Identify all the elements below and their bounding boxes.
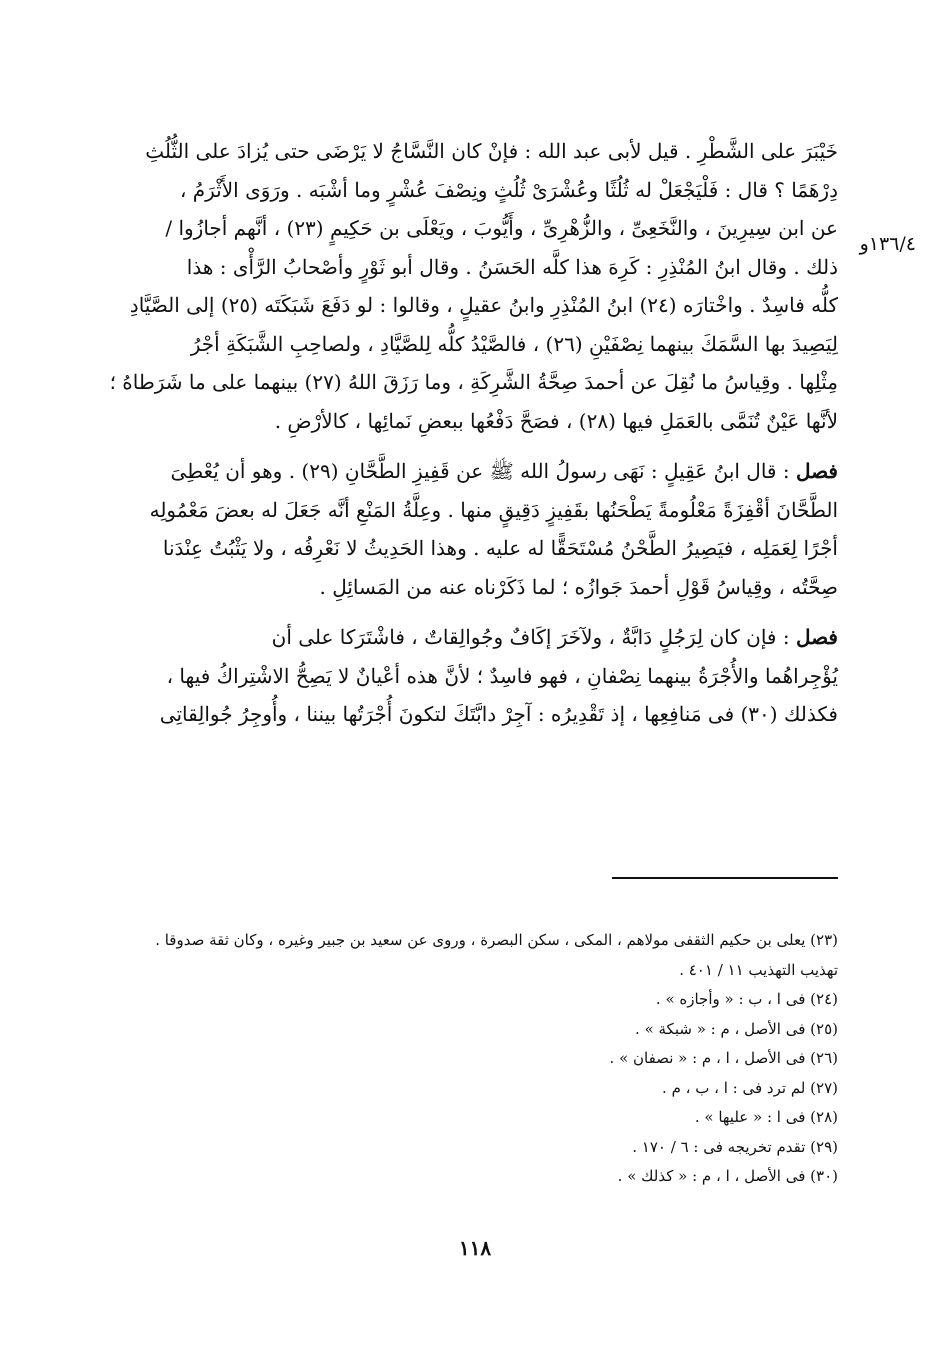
text-line: خَيْبَرَ على الشَّطْرِ . قيل لأبى عبد الله : فإنْ كان النَّسَّاجُ لا يَرْضَى حتى يُزادَ على الثُّلُثِ bbox=[145, 139, 838, 163]
paragraph-1 bbox=[109, 132, 838, 440]
page-number: ١١٨ bbox=[458, 1236, 492, 1260]
footnote: (٢٣) يعلى بن حكيم الثقفى مولاهم ، المكى ، سكن البصرة ، وروى عن سعيد بن جبير وغيره ، وكان ثقة صدوقا . bbox=[155, 931, 838, 949]
footnote: (٢٨) فى ا : « عليها » . bbox=[694, 1108, 838, 1126]
text-line bbox=[148, 452, 838, 491]
footnote: (٢٧) لم ترد فى : ا ، ب ، م . bbox=[662, 1078, 838, 1097]
footnote: (٢٥) فى الأصل ، م : « شبكة » . bbox=[635, 1019, 838, 1038]
section-heading: فصل bbox=[795, 459, 838, 483]
paragraph-3 bbox=[148, 618, 838, 734]
paragraph-2 bbox=[148, 452, 838, 606]
paragraph-gap bbox=[148, 440, 838, 452]
text-line: أجْرًا لِعَمَلِه ، فيَصِيرُ الطَّحْنُ مُسْتَحَقًّا له عليه . وهذا الحَدِيثُ لا نَعْرِفُه ، ولا يَثْبُتُ عِنْدَنا bbox=[162, 536, 838, 560]
footnotes bbox=[148, 926, 838, 1192]
paragraph-gap bbox=[148, 606, 838, 618]
text-line: كلُّه فاسِدٌ . واخْتارَه (٢٤) ابنُ المُنْذِرِ وابنُ عقيلٍ ، وقالوا : لو دَفَعَ شَبَكَتَه (٢٥) إلى الصَّيَّادِ bbox=[129, 293, 838, 317]
text-line: صِحَّتُه ، وقِياسُ قَوْلِ أحمدَ جَوازُه ؛ لما ذَكَرْناه عنه من المَسائِلِ . bbox=[319, 574, 838, 599]
text-line: ذلك . وقال ابنُ المُنْذِرِ : كَرِهَ هذا كلَّه الحَسَنُ . وقال أبو ثَوْرٍ وأصْحابُ الرَّأْى : هذا bbox=[186, 254, 838, 279]
text-line-rest: : قال ابنُ عَقِيلٍ : نَهَى رسولُ الله ﷺ عن قَفِيزِ الطَّحَّانِ (٢٩) . وهو أن يُعْطِىَ bbox=[170, 459, 796, 483]
margin-folio-reference: ١٣٦/٤و bbox=[859, 233, 916, 255]
text-line-rest: : فإن كان لِرَجُلٍ دَابَّةٌ ، ولآخَرَ إكَافٌ وجُوالِقاتٌ ، فاشْتَرَكا على أن bbox=[271, 625, 796, 649]
text-line: لِيَصِيدَ بها السَّمَكَ بينهما نِصْفَيْنِ (٢٦) ، فالصَّيْدُ كلُّه لِلصَّيَّادِ ، ولصاحِبِ الشَّبَكَةِ أجْرُ bbox=[190, 331, 838, 356]
text-line: فكذلك (٣٠) فى مَنافِعِها ، إذ تَقْدِيرُه : آجِرْ دابَّتَكَ لتكونَ أُجْرَتُها بيننا ، وأُوجِرُ جُوالِقاتِى bbox=[159, 702, 838, 726]
text-line: عن ابن سِيرِينَ ، والنَّخَعِىِّ ، والزُّهْرِىِّ ، وأَيُّوبَ ، ويَعْلَى بن حَكِيمٍ (٢٣) ، أنَّهم أجازُوا / bbox=[165, 216, 838, 240]
main-text bbox=[109, 132, 838, 734]
section-heading: فصل bbox=[795, 625, 838, 649]
footnote: تهذيب التهذيب ١١ / ٤٠١ . bbox=[679, 960, 838, 979]
text-line: مِثْلِها . وقِياسُ ما نُقِلَ عن أحمدَ صِحَّةُ الشَّرِكَةِ ، وما رَزَقَ اللهُ (٢٧) بينهما على ما شَرَطاهُ ؛ bbox=[109, 370, 838, 394]
footnote-separator bbox=[612, 877, 838, 879]
text-line: الطَّحَّانَ أقْفِزَةً مَعْلُومةً يَطْحَنُها بقَفِيزٍ دَقِيقٍ منها . وعِلَّةُ المَنْعِ أنَّه جَعَلَ له بعضَ مَعْمُولِه bbox=[149, 497, 838, 522]
footnote: (٢٦) فى الأصل ، ا ، م : « نصفان » . bbox=[609, 1049, 838, 1067]
text-line: يُؤْجِراهُما والأُجْرَةُ بينهما نِصْفانِ ، فهو فاسِدٌ ؛ لأنَّ هذه أعْيانٌ لا يَصِحُّ الاشْتِراكُ فيها ، bbox=[166, 663, 838, 688]
footnote: (٢٩) تقدم تخريجه فى : ٦ / ١٧٠ . bbox=[632, 1137, 838, 1156]
footnote: (٣٠) فى الأصل ، ا ، م : « كذلك » . bbox=[617, 1167, 838, 1185]
text-line: دِرْهَمًا ؟ قال : فَلْيَجْعَلْ له ثُلُثًا وعُشْرَىْ ثُلُثٍ ونِصْفَ عُشْرٍ وما أشْبَه . ورَوَى الأَثْرَمُ ، bbox=[179, 177, 838, 202]
text-line: لأنَّها عَيْنٌ تُنَمَّى بالعَمَلِ فيها (٢٨) ، فصَحَّ دَفْعُها ببعضِ نَمائِها ، كالأرْضِ . bbox=[274, 408, 838, 433]
text-line bbox=[148, 618, 838, 657]
footnote: (٢٤) فى ا ، ب : « وأجازه » . bbox=[655, 990, 838, 1008]
